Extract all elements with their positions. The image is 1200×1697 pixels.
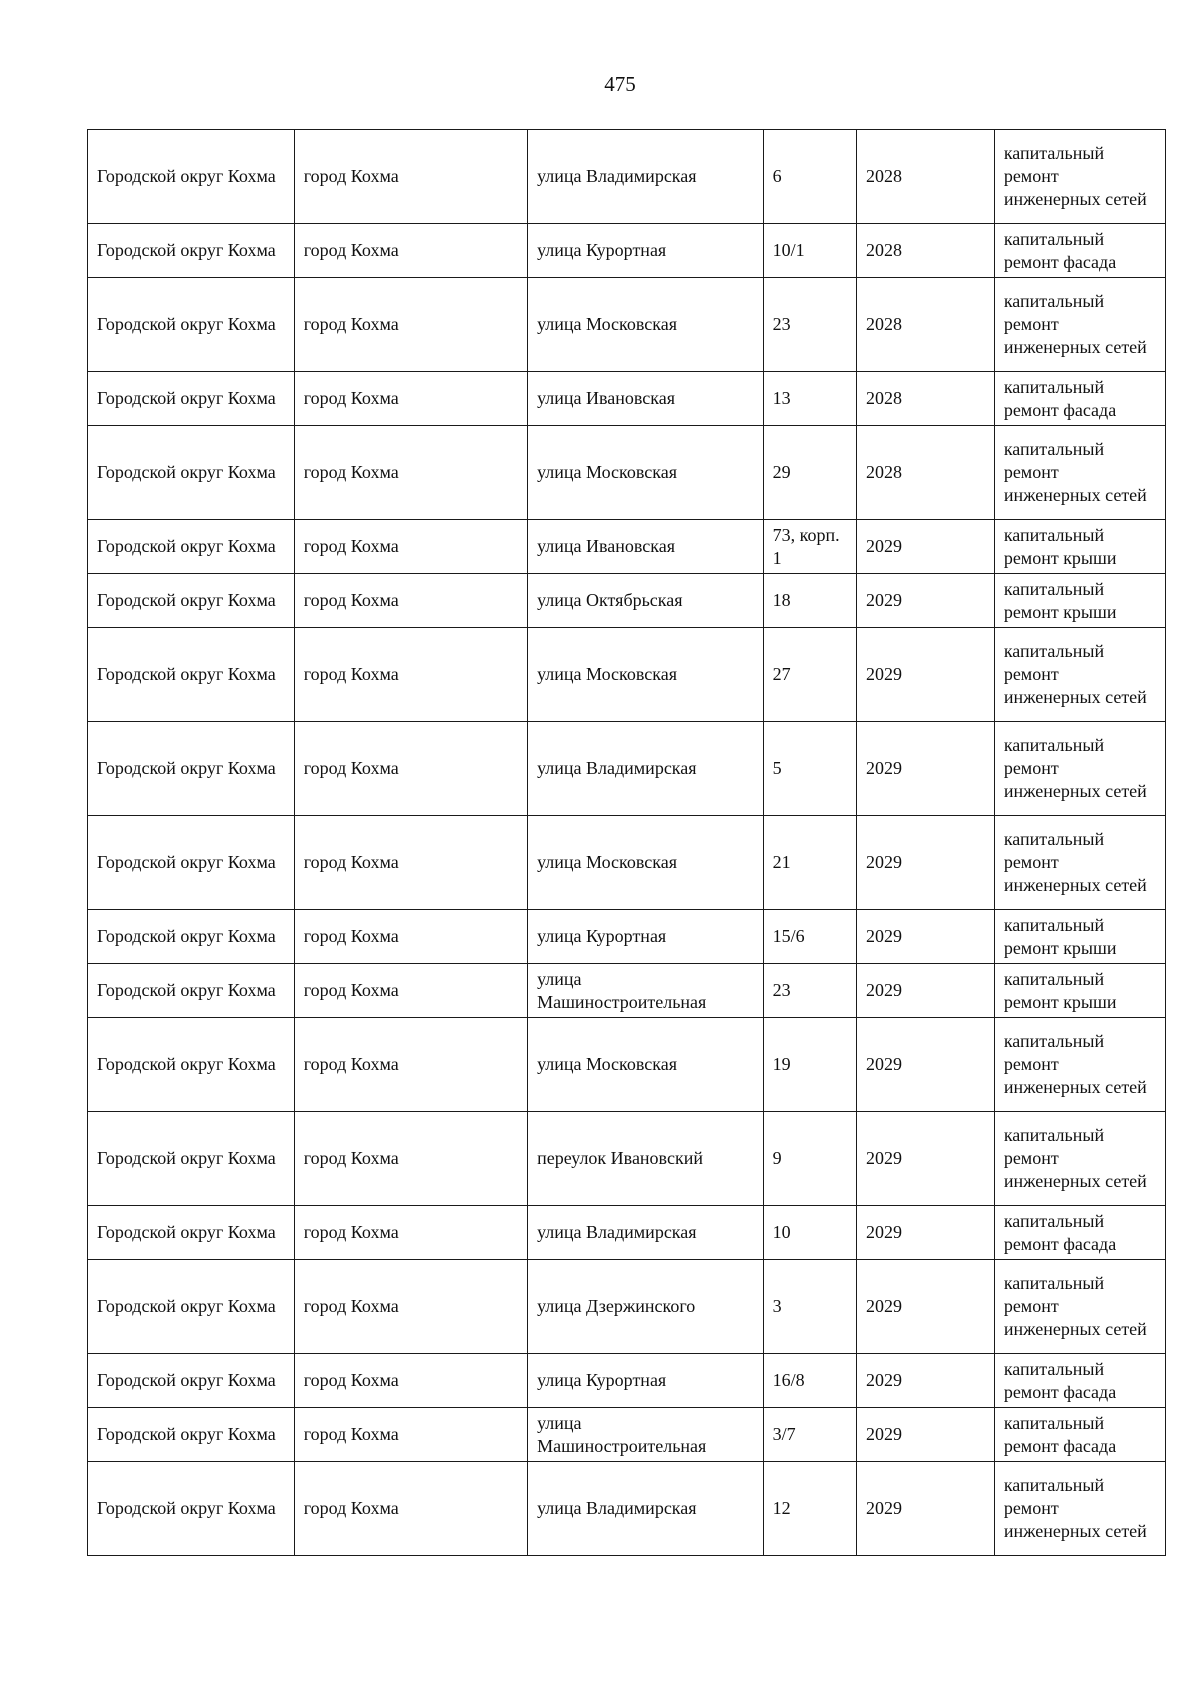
district-cell: Городской округ Кохма [88,1206,295,1260]
table-row [88,722,1166,816]
district-cell: Городской округ Кохма [88,574,295,628]
work-type-cell: капитальный ремонт инженерных сетей [994,278,1165,372]
work-type-cell: капитальный ремонт крыши [994,574,1165,628]
year-cell: 2028 [857,426,995,520]
district-cell: Городской округ Кохма [88,816,295,910]
settlement-cell: город Кохма [294,910,527,964]
district-cell: Городской округ Кохма [88,1112,295,1206]
table-row [88,574,1166,628]
settlement-cell: город Кохма [294,130,527,224]
house-number-cell: 23 [763,278,856,372]
street-cell: улица Курортная [528,910,764,964]
table-row [88,1018,1166,1112]
year-cell: 2029 [857,1112,995,1206]
table-row [88,910,1166,964]
district-cell: Городской округ Кохма [88,1018,295,1112]
year-cell: 2029 [857,520,995,574]
settlement-cell: город Кохма [294,1408,527,1462]
house-number-cell: 9 [763,1112,856,1206]
year-cell: 2029 [857,964,995,1018]
work-type-cell: капитальный ремонт инженерных сетей [994,426,1165,520]
year-cell: 2029 [857,574,995,628]
district-cell: Городской округ Кохма [88,372,295,426]
street-cell: улица Московская [528,816,764,910]
work-type-cell: капитальный ремонт инженерных сетей [994,1018,1165,1112]
work-type-cell: капитальный ремонт инженерных сетей [994,1260,1165,1354]
district-cell: Городской округ Кохма [88,964,295,1018]
year-cell: 2029 [857,1018,995,1112]
year-cell: 2029 [857,1260,995,1354]
year-cell: 2028 [857,372,995,426]
table-row [88,816,1166,910]
table-row [88,1354,1166,1408]
table-row [88,278,1166,372]
repair-schedule-table [87,129,1166,1556]
house-number-cell: 6 [763,130,856,224]
street-cell: улица Октябрьская [528,574,764,628]
street-cell: улица Владимирская [528,722,764,816]
year-cell: 2029 [857,910,995,964]
settlement-cell: город Кохма [294,1354,527,1408]
settlement-cell: город Кохма [294,574,527,628]
district-cell: Городской округ Кохма [88,520,295,574]
house-number-cell: 3/7 [763,1408,856,1462]
year-cell: 2029 [857,1408,995,1462]
table-row [88,224,1166,278]
year-cell: 2029 [857,1354,995,1408]
street-cell: улица Владимирская [528,130,764,224]
work-type-cell: капитальный ремонт крыши [994,964,1165,1018]
house-number-cell: 16/8 [763,1354,856,1408]
district-cell: Городской округ Кохма [88,1354,295,1408]
street-cell: улица Ивановская [528,372,764,426]
year-cell: 2029 [857,722,995,816]
year-cell: 2029 [857,1462,995,1556]
work-type-cell: капитальный ремонт фасада [994,1408,1165,1462]
work-type-cell: капитальный ремонт фасада [994,1354,1165,1408]
district-cell: Городской округ Кохма [88,278,295,372]
street-cell: улица Дзержинского [528,1260,764,1354]
street-cell: переулок Ивановский [528,1112,764,1206]
house-number-cell: 15/6 [763,910,856,964]
house-number-cell: 29 [763,426,856,520]
table-row [88,1112,1166,1206]
district-cell: Городской округ Кохма [88,628,295,722]
settlement-cell: город Кохма [294,1260,527,1354]
table-row [88,964,1166,1018]
street-cell: улица Московская [528,426,764,520]
settlement-cell: город Кохма [294,1112,527,1206]
house-number-cell: 18 [763,574,856,628]
district-cell: Городской округ Кохма [88,130,295,224]
work-type-cell: капитальный ремонт фасада [994,224,1165,278]
table-body [88,130,1166,1556]
street-cell: улица Машиностроительная [528,1408,764,1462]
settlement-cell: город Кохма [294,1462,527,1556]
settlement-cell: город Кохма [294,1206,527,1260]
district-cell: Городской округ Кохма [88,1462,295,1556]
work-type-cell: капитальный ремонт инженерных сетей [994,722,1165,816]
house-number-cell: 3 [763,1260,856,1354]
work-type-cell: капитальный ремонт крыши [994,910,1165,964]
table-row [88,1206,1166,1260]
street-cell: улица Владимирская [528,1206,764,1260]
house-number-cell: 27 [763,628,856,722]
house-number-cell: 13 [763,372,856,426]
settlement-cell: город Кохма [294,1018,527,1112]
table-row [88,372,1166,426]
year-cell: 2029 [857,628,995,722]
work-type-cell: капитальный ремонт крыши [994,520,1165,574]
table-row [88,1260,1166,1354]
house-number-cell: 73, корп. 1 [763,520,856,574]
district-cell: Городской округ Кохма [88,722,295,816]
street-cell: улица Машиностроительная [528,964,764,1018]
district-cell: Городской округ Кохма [88,1408,295,1462]
year-cell: 2029 [857,1206,995,1260]
settlement-cell: город Кохма [294,224,527,278]
street-cell: улица Курортная [528,1354,764,1408]
year-cell: 2028 [857,224,995,278]
settlement-cell: город Кохма [294,722,527,816]
table-row [88,628,1166,722]
settlement-cell: город Кохма [294,426,527,520]
street-cell: улица Курортная [528,224,764,278]
table-row [88,130,1166,224]
street-cell: улица Владимирская [528,1462,764,1556]
settlement-cell: город Кохма [294,964,527,1018]
house-number-cell: 23 [763,964,856,1018]
work-type-cell: капитальный ремонт инженерных сетей [994,1462,1165,1556]
house-number-cell: 12 [763,1462,856,1556]
street-cell: улица Московская [528,278,764,372]
house-number-cell: 19 [763,1018,856,1112]
table-row [88,1408,1166,1462]
work-type-cell: капитальный ремонт инженерных сетей [994,130,1165,224]
settlement-cell: город Кохма [294,372,527,426]
street-cell: улица Московская [528,1018,764,1112]
work-type-cell: капитальный ремонт фасада [994,1206,1165,1260]
work-type-cell: капитальный ремонт инженерных сетей [994,816,1165,910]
page-number: 475 [604,72,636,96]
table-row [88,426,1166,520]
work-type-cell: капитальный ремонт фасада [994,372,1165,426]
district-cell: Городской округ Кохма [88,910,295,964]
settlement-cell: город Кохма [294,628,527,722]
table-row [88,1462,1166,1556]
house-number-cell: 21 [763,816,856,910]
house-number-cell: 10 [763,1206,856,1260]
work-type-cell: капитальный ремонт инженерных сетей [994,628,1165,722]
table-row [88,520,1166,574]
house-number-cell: 10/1 [763,224,856,278]
settlement-cell: город Кохма [294,520,527,574]
district-cell: Городской округ Кохма [88,1260,295,1354]
street-cell: улица Ивановская [528,520,764,574]
year-cell: 2029 [857,816,995,910]
street-cell: улица Московская [528,628,764,722]
year-cell: 2028 [857,130,995,224]
settlement-cell: город Кохма [294,278,527,372]
work-type-cell: капитальный ремонт инженерных сетей [994,1112,1165,1206]
house-number-cell: 5 [763,722,856,816]
district-cell: Городской округ Кохма [88,224,295,278]
district-cell: Городской округ Кохма [88,426,295,520]
settlement-cell: город Кохма [294,816,527,910]
year-cell: 2028 [857,278,995,372]
